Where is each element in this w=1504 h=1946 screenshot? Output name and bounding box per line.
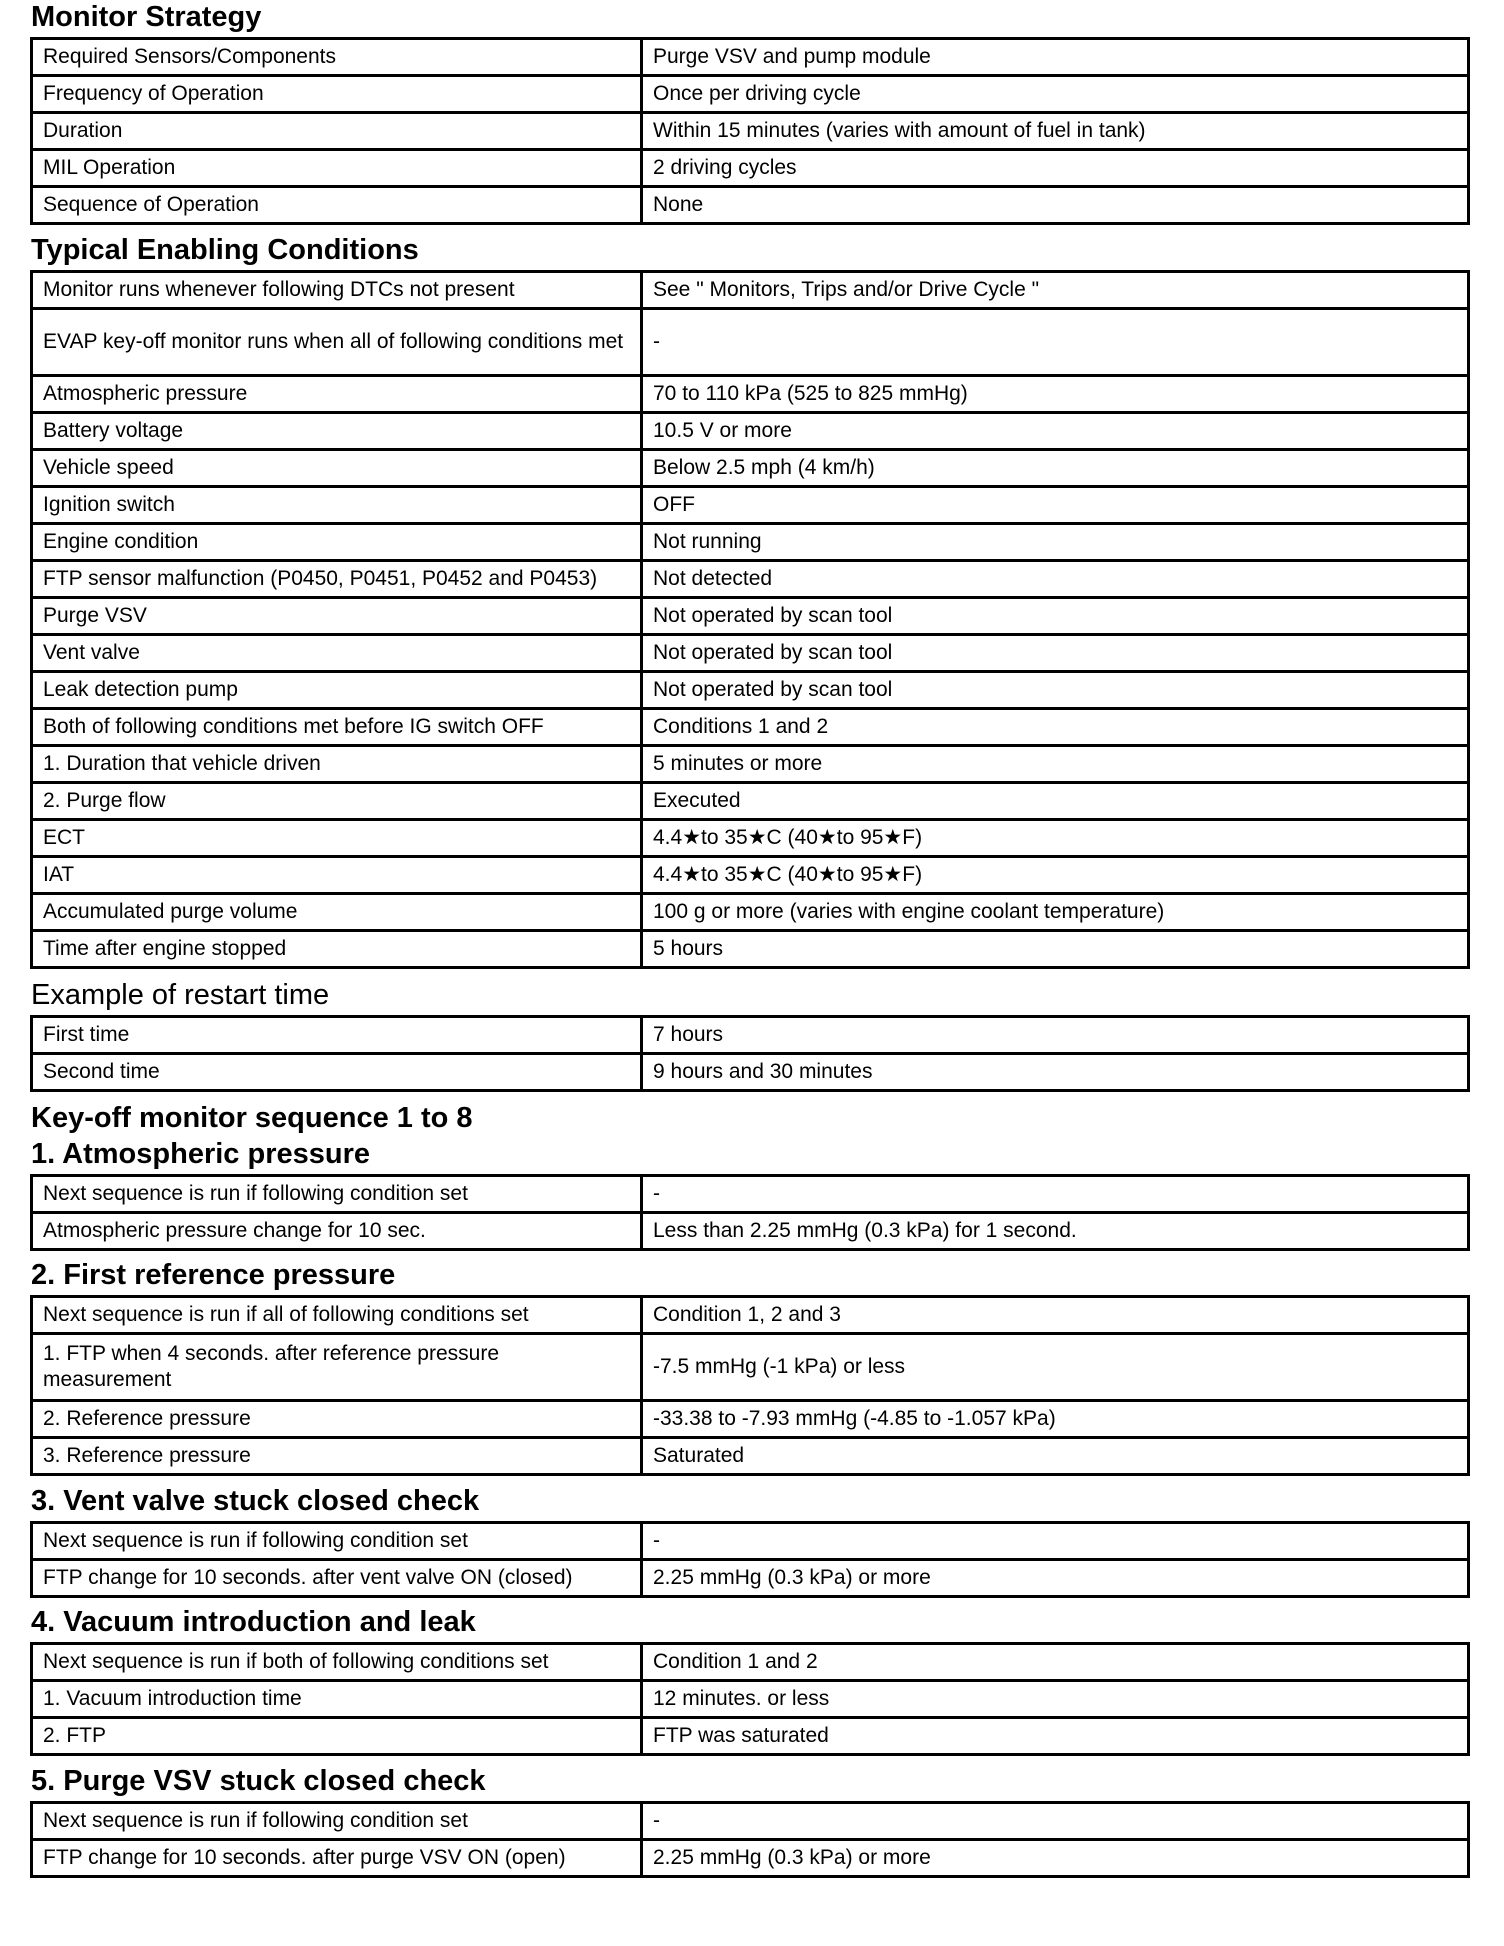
table-row xyxy=(32,1401,1469,1438)
condition-label: Next sequence is run if following condition set xyxy=(32,1523,642,1560)
condition-label: Second time xyxy=(32,1054,642,1091)
condition-label: EVAP key-off monitor runs when all of following conditions met xyxy=(32,309,642,376)
condition-value: Purge VSV and pump module xyxy=(642,39,1469,76)
condition-value: 100 g or more (varies with engine coolant temperature) xyxy=(642,894,1469,931)
condition-value: Conditions 1 and 2 xyxy=(642,709,1469,746)
condition-value: Not detected xyxy=(642,561,1469,598)
condition-label: MIL Operation xyxy=(32,150,642,187)
condition-label: IAT xyxy=(32,857,642,894)
condition-label: ECT xyxy=(32,820,642,857)
section-1-atmospheric-pressure xyxy=(30,1137,1470,1251)
section-5-purge-vsv-stuck-closed-check xyxy=(30,1764,1470,1878)
condition-label: Monitor runs whenever following DTCs not present xyxy=(32,272,642,309)
condition-value: - xyxy=(642,1803,1469,1840)
section-heading: 2. First reference pressure xyxy=(31,1259,396,1291)
section-heading: Key-off monitor sequence 1 to 8 xyxy=(31,1102,473,1134)
table-row xyxy=(32,931,1469,968)
condition-value: - xyxy=(642,309,1469,376)
condition-label: Atmospheric pressure change for 10 sec. xyxy=(32,1213,642,1250)
table-row xyxy=(32,783,1469,820)
spec-table xyxy=(30,37,1470,225)
table-row xyxy=(32,1523,1469,1560)
table-row xyxy=(32,561,1469,598)
condition-label: Both of following conditions met before IG switch OFF xyxy=(32,709,642,746)
condition-value: Condition 1 and 2 xyxy=(642,1644,1469,1681)
table-row xyxy=(32,820,1469,857)
condition-value: Not operated by scan tool xyxy=(642,598,1469,635)
table-row xyxy=(32,487,1469,524)
condition-label: FTP sensor malfunction (P0450, P0451, P0452 and P0453) xyxy=(32,561,642,598)
table-row xyxy=(32,1334,1469,1401)
section-heading: 1. Atmospheric pressure xyxy=(31,1138,370,1170)
condition-value: OFF xyxy=(642,487,1469,524)
condition-label: Next sequence is run if following condition set xyxy=(32,1176,642,1213)
condition-value: See " Monitors, Trips and/or Drive Cycle " xyxy=(642,272,1469,309)
condition-label: Accumulated purge volume xyxy=(32,894,642,931)
table-row xyxy=(32,635,1469,672)
table-row xyxy=(32,1017,1469,1054)
section-example-of-restart-time xyxy=(30,978,1470,1092)
spec-table xyxy=(30,270,1470,969)
condition-value: Once per driving cycle xyxy=(642,76,1469,113)
condition-label: Duration xyxy=(32,113,642,150)
condition-label: 2. Reference pressure xyxy=(32,1401,642,1438)
spec-table xyxy=(30,1015,1470,1092)
condition-value: 10.5 V or more xyxy=(642,413,1469,450)
condition-value: 9 hours and 30 minutes xyxy=(642,1054,1469,1091)
section-3-vent-valve-stuck-closed-check xyxy=(30,1484,1470,1598)
section-typical-enabling-conditions xyxy=(30,233,1470,969)
condition-value: 2 driving cycles xyxy=(642,150,1469,187)
table-row xyxy=(32,1176,1469,1213)
condition-label: Next sequence is run if all of following conditions set xyxy=(32,1297,642,1334)
condition-value: 70 to 110 kPa (525 to 825 mmHg) xyxy=(642,376,1469,413)
condition-label: Ignition switch xyxy=(32,487,642,524)
section-2-first-reference-pressure xyxy=(30,1258,1470,1476)
condition-value: - xyxy=(642,1523,1469,1560)
condition-label: FTP change for 10 seconds. after purge VSV ON (open) xyxy=(32,1840,642,1877)
section-heading: 5. Purge VSV stuck closed check xyxy=(31,1765,486,1797)
section-4-vacuum-introduction-and-leak xyxy=(30,1605,1470,1756)
condition-value: 2.25 mmHg (0.3 kPa) or more xyxy=(642,1840,1469,1877)
table-row xyxy=(32,1718,1469,1755)
table-row xyxy=(32,1644,1469,1681)
condition-value: -33.38 to -7.93 mmHg (-4.85 to -1.057 kPa) xyxy=(642,1401,1469,1438)
condition-label: 3. Reference pressure xyxy=(32,1438,642,1475)
table-row xyxy=(32,1438,1469,1475)
section-heading: 3. Vent valve stuck closed check xyxy=(31,1485,480,1517)
condition-value: 4.4★to 35★C (40★to 95★F) xyxy=(642,820,1469,857)
condition-label: Atmospheric pressure xyxy=(32,376,642,413)
table-row xyxy=(32,894,1469,931)
table-row xyxy=(32,709,1469,746)
condition-value: Within 15 minutes (varies with amount of fuel in tank) xyxy=(642,113,1469,150)
condition-value: 5 hours xyxy=(642,931,1469,968)
condition-value: Below 2.5 mph (4 km/h) xyxy=(642,450,1469,487)
condition-label: Sequence of Operation xyxy=(32,187,642,224)
table-row xyxy=(32,1213,1469,1250)
table-row xyxy=(32,413,1469,450)
condition-value: Not operated by scan tool xyxy=(642,672,1469,709)
condition-value: 4.4★to 35★C (40★to 95★F) xyxy=(642,857,1469,894)
condition-value: -7.5 mmHg (-1 kPa) or less xyxy=(642,1334,1469,1401)
condition-label: Purge VSV xyxy=(32,598,642,635)
table-row xyxy=(32,39,1469,76)
condition-label: Vent valve xyxy=(32,635,642,672)
condition-label: Next sequence is run if both of following conditions set xyxy=(32,1644,642,1681)
condition-value: Saturated xyxy=(642,1438,1469,1475)
table-row xyxy=(32,113,1469,150)
table-row xyxy=(32,746,1469,783)
condition-label: 1. FTP when 4 seconds. after reference pressure measurement xyxy=(32,1334,642,1401)
table-row xyxy=(32,1560,1469,1597)
condition-value: None xyxy=(642,187,1469,224)
table-row xyxy=(32,309,1469,376)
condition-value: Executed xyxy=(642,783,1469,820)
condition-value: - xyxy=(642,1176,1469,1213)
condition-value: 12 minutes. or less xyxy=(642,1681,1469,1718)
section-monitor-strategy xyxy=(30,0,1470,225)
table-row xyxy=(32,1840,1469,1877)
condition-label: 1. Duration that vehicle driven xyxy=(32,746,642,783)
table-row xyxy=(32,857,1469,894)
section-key-off-monitor-sequence-1-to-8 xyxy=(30,1101,1470,1135)
condition-value: Not operated by scan tool xyxy=(642,635,1469,672)
condition-value: FTP was saturated xyxy=(642,1718,1469,1755)
condition-label: First time xyxy=(32,1017,642,1054)
table-row xyxy=(32,524,1469,561)
condition-label: Time after engine stopped xyxy=(32,931,642,968)
condition-label: Engine condition xyxy=(32,524,642,561)
spec-table xyxy=(30,1521,1470,1598)
condition-value: Condition 1, 2 and 3 xyxy=(642,1297,1469,1334)
condition-label: Required Sensors/Components xyxy=(32,39,642,76)
table-row xyxy=(32,1681,1469,1718)
condition-label: 2. FTP xyxy=(32,1718,642,1755)
condition-label: 1. Vacuum introduction time xyxy=(32,1681,642,1718)
table-row xyxy=(32,150,1469,187)
table-row xyxy=(32,376,1469,413)
table-row xyxy=(32,598,1469,635)
table-row xyxy=(32,187,1469,224)
spec-table xyxy=(30,1295,1470,1476)
table-row xyxy=(32,1054,1469,1091)
condition-value: 2.25 mmHg (0.3 kPa) or more xyxy=(642,1560,1469,1597)
condition-label: Next sequence is run if following condition set xyxy=(32,1803,642,1840)
condition-value: 7 hours xyxy=(642,1017,1469,1054)
condition-label: FTP change for 10 seconds. after vent valve ON (closed) xyxy=(32,1560,642,1597)
section-heading: Monitor Strategy xyxy=(31,1,262,33)
condition-label: Vehicle speed xyxy=(32,450,642,487)
condition-value: 5 minutes or more xyxy=(642,746,1469,783)
table-row xyxy=(32,1297,1469,1334)
condition-value: Less than 2.25 mmHg (0.3 kPa) for 1 second. xyxy=(642,1213,1469,1250)
section-heading: 4. Vacuum introduction and leak xyxy=(31,1606,476,1638)
condition-label: 2. Purge flow xyxy=(32,783,642,820)
condition-label: Frequency of Operation xyxy=(32,76,642,113)
table-row xyxy=(32,450,1469,487)
table-row xyxy=(32,272,1469,309)
condition-label: Battery voltage xyxy=(32,413,642,450)
spec-table xyxy=(30,1174,1470,1251)
document xyxy=(30,0,1470,1878)
spec-table xyxy=(30,1642,1470,1756)
table-row xyxy=(32,1803,1469,1840)
section-heading: Typical Enabling Conditions xyxy=(31,234,419,266)
condition-label: Leak detection pump xyxy=(32,672,642,709)
section-heading: Example of restart time xyxy=(31,979,330,1011)
table-row xyxy=(32,76,1469,113)
spec-table xyxy=(30,1801,1470,1878)
table-row xyxy=(32,672,1469,709)
condition-value: Not running xyxy=(642,524,1469,561)
